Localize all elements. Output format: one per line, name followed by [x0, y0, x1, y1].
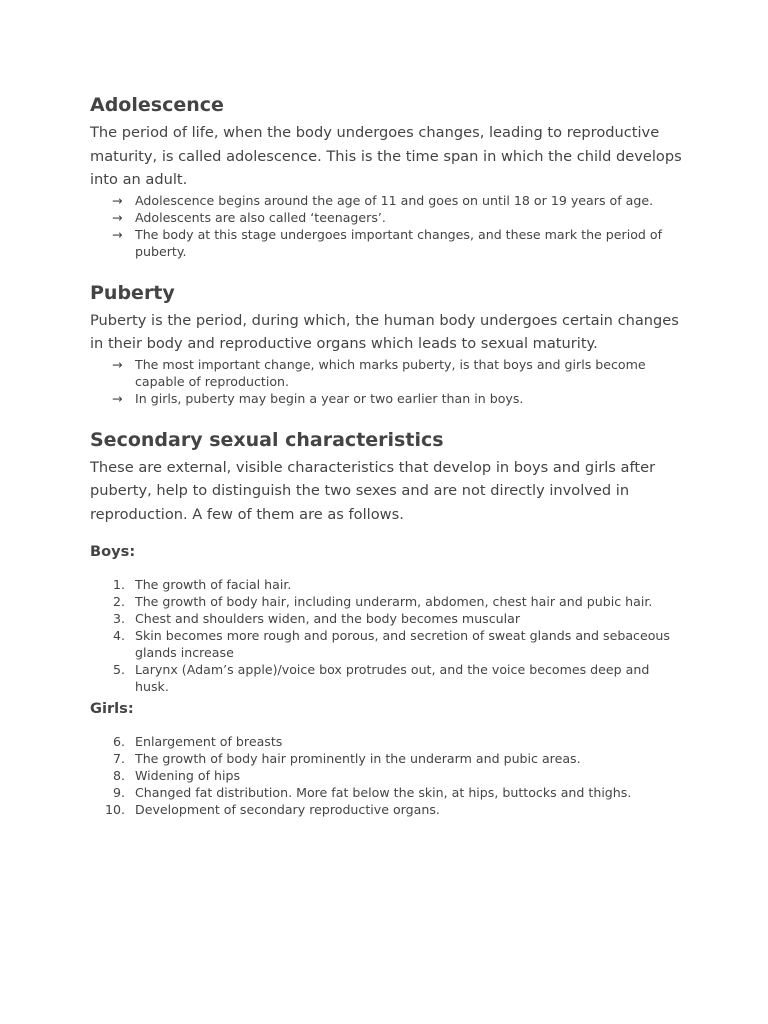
- list-item: [90, 209, 682, 226]
- list-item-text: Adolescence begins around the age of 11 and goes on until 18 or 19 years of age.: [135, 192, 654, 208]
- list-number: 3.: [112, 611, 125, 626]
- list-item: [90, 226, 682, 260]
- boys-list: [90, 576, 682, 695]
- list-item-text: The body at this stage undergoes important changes, and these mark the period of puberty.: [135, 226, 663, 259]
- list-number: 4.: [112, 628, 125, 643]
- list-item: [90, 767, 682, 784]
- list-item: [90, 356, 682, 390]
- list-item-text: Adolescents are also called ‘teenagers’.: [135, 209, 386, 225]
- list-item: [90, 750, 682, 767]
- list-number: 2.: [112, 594, 125, 609]
- list-item: [90, 576, 682, 593]
- list-number: 9.: [112, 785, 125, 800]
- section-heading-adolescence: Adolescence: [90, 94, 224, 116]
- list-item-text: The growth of facial hair.: [135, 577, 292, 592]
- list-item: [90, 661, 682, 695]
- section-paragraph-puberty: Puberty is the period, during which, the human body undergoes certain changes in their body and reproductive organs which leads to sexual maturity.: [90, 311, 679, 352]
- section-heading-secondary-characteristics: Secondary sexual characteristics: [90, 428, 444, 451]
- bullet-list-puberty: [90, 356, 682, 407]
- list-item-text: In girls, puberty may begin a year or two earlier than in boys.: [135, 390, 524, 406]
- list-item: [90, 390, 682, 407]
- list-number: 7.: [112, 751, 125, 766]
- section-paragraph-adolescence: The period of life, when the body undergoes changes, leading to reproductive maturity, is called adolescence. This is the time span in which the child develops into an adult.: [90, 124, 682, 188]
- list-number: 10.: [104, 802, 125, 817]
- list-item: [90, 610, 682, 627]
- section-paragraph-secondary-characteristics: These are external, visible characteristics that develop in boys and girls after puberty, help to distinguish the two sexes and are not directly involved in reproduction. A few of them are as follows.: [90, 458, 656, 523]
- arrow-icon: →: [112, 356, 123, 372]
- list-item-text: Changed fat distribution. More fat below the skin, at hips, buttocks and thighs.: [135, 785, 632, 800]
- list-item-text: Larynx (Adam’s apple)/voice box protrudes out, and the voice becomes deep and husk.: [135, 662, 650, 694]
- list-item-text: Development of secondary reproductive organs.: [135, 802, 440, 817]
- arrow-icon: →: [112, 226, 123, 242]
- list-number: 8.: [112, 768, 125, 783]
- list-item-text: The growth of body hair prominently in the underarm and pubic areas.: [135, 751, 581, 766]
- list-number: 6.: [112, 734, 125, 749]
- list-item: [90, 784, 682, 801]
- list-number: 5.: [112, 662, 125, 677]
- arrow-icon: →: [112, 390, 123, 406]
- list-item: [90, 627, 682, 661]
- list-number: 1.: [112, 577, 125, 592]
- arrow-icon: →: [112, 192, 123, 208]
- list-item: [90, 192, 682, 209]
- list-item-text: Chest and shoulders widen, and the body becomes muscular: [135, 611, 521, 626]
- girls-list: [90, 733, 682, 818]
- list-item-text: The most important change, which marks puberty, is that boys and girls become capable of reproduction.: [135, 356, 646, 389]
- list-item-text: Skin becomes more rough and porous, and secretion of sweat glands and sebaceous glands increase: [135, 628, 670, 660]
- list-item-text: Enlargement of breasts: [135, 734, 283, 749]
- section-heading-puberty: Puberty: [90, 281, 175, 304]
- arrow-icon: →: [112, 209, 123, 225]
- list-item-text: Widening of hips: [135, 768, 241, 783]
- girls-subheading: Girls:: [90, 700, 134, 717]
- list-item: [90, 801, 682, 818]
- list-item: [90, 733, 682, 750]
- bullet-list-adolescence: [90, 192, 682, 260]
- boys-subheading: Boys:: [90, 543, 136, 560]
- list-item-text: The growth of body hair, including underarm, abdomen, chest hair and pubic hair.: [135, 594, 653, 609]
- list-item: [90, 593, 682, 610]
- document-page: [90, 92, 682, 818]
